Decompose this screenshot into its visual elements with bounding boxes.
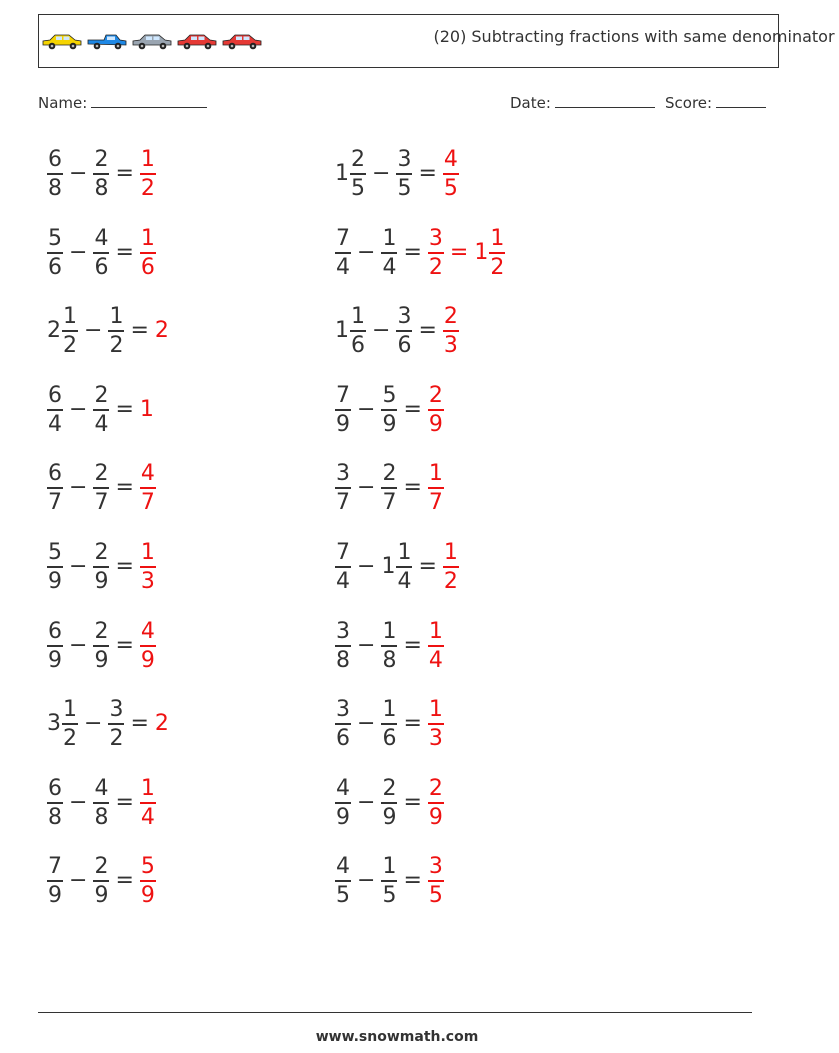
minus-sign: − — [357, 868, 376, 893]
minuend-numerator: 6 — [48, 619, 62, 644]
minuend-fraction — [335, 225, 351, 281]
subtrahend-fraction — [108, 696, 124, 752]
minuend-numerator: 1 — [63, 697, 77, 722]
subtrahend-fraction — [93, 146, 109, 202]
equals-sign: = — [418, 554, 437, 579]
equals-sign: = — [403, 790, 422, 815]
minuend-denominator: 4 — [48, 412, 62, 437]
footer-divider — [38, 1012, 752, 1013]
minuend-numerator: 4 — [336, 776, 350, 801]
minuend-denominator: 4 — [336, 569, 350, 594]
answer-numerator: 4 — [140, 461, 155, 486]
answer-denominator: 9 — [140, 883, 155, 908]
subtrahend-fraction — [93, 539, 109, 595]
equals-sign: = — [403, 240, 422, 265]
minuend-numerator: 3 — [336, 697, 350, 722]
answer — [428, 225, 444, 281]
answer-numerator: 1 — [428, 461, 443, 486]
minus-sign: − — [69, 633, 88, 658]
answer-fraction — [428, 460, 444, 516]
minuend-fraction — [350, 303, 366, 359]
minus-sign: − — [357, 633, 376, 658]
minus-sign: − — [357, 790, 376, 815]
minus-sign: − — [357, 711, 376, 736]
equals-sign: = — [115, 240, 134, 265]
answer-fraction — [428, 618, 444, 674]
minuend-whole: 1 — [335, 161, 349, 186]
date-field — [510, 93, 655, 112]
answer-denominator: 2 — [428, 255, 443, 280]
answer-numerator: 1 — [428, 697, 443, 722]
problem-15 — [47, 691, 170, 757]
answer — [428, 853, 444, 909]
problem-10 — [335, 455, 444, 521]
car-icons — [41, 31, 263, 53]
minus-sign: − — [69, 397, 88, 422]
minuend-numerator: 6 — [48, 383, 62, 408]
date-label: Date: — [510, 94, 551, 112]
answer — [443, 303, 459, 359]
subtrahend-denominator: 9 — [94, 883, 109, 908]
answer — [140, 225, 156, 281]
answer-numerator: 1 — [428, 619, 443, 644]
equals-sign: = — [403, 711, 422, 736]
minuend-fraction — [47, 146, 63, 202]
minuend-numerator: 6 — [48, 147, 62, 172]
answer-denominator: 4 — [428, 648, 443, 673]
minuend-numerator: 1 — [63, 304, 77, 329]
answer-denominator: 3 — [428, 726, 443, 751]
equals-sign: = — [115, 868, 134, 893]
answer-denominator: 7 — [428, 490, 443, 515]
subtrahend-denominator: 4 — [397, 569, 412, 594]
answer-denominator: 2 — [443, 569, 458, 594]
minuend-fraction — [335, 618, 351, 674]
minuend-numerator: 6 — [48, 776, 62, 801]
subtrahend-fraction — [93, 460, 109, 516]
answer-denominator: 2 — [140, 176, 155, 201]
score-blank[interactable] — [716, 93, 766, 108]
minuend-denominator: 7 — [336, 490, 350, 515]
subtrahend-denominator: 5 — [397, 176, 412, 201]
answer-denominator: 5 — [443, 176, 458, 201]
answer-fraction — [443, 303, 459, 359]
equals-sign: = — [115, 554, 134, 579]
minuend-numerator: 7 — [336, 540, 350, 565]
minuend-numerator: 3 — [336, 461, 350, 486]
subtrahend-numerator: 1 — [109, 304, 124, 329]
equals-sign: = — [115, 161, 134, 186]
answer — [428, 775, 444, 831]
answer-denominator: 5 — [428, 883, 443, 908]
equals-sign: = — [115, 397, 134, 422]
answer-numerator: 2 — [443, 304, 458, 329]
minuend-fraction — [62, 696, 78, 752]
answer — [474, 225, 505, 281]
minuend-whole: 2 — [47, 318, 61, 343]
subtrahend-numerator: 2 — [94, 854, 109, 879]
minuend-fraction — [47, 618, 63, 674]
red-car-icon — [176, 31, 218, 53]
subtrahend-numerator: 4 — [94, 226, 109, 251]
minuend-numerator: 5 — [48, 540, 62, 565]
answer-fraction — [428, 853, 444, 909]
equals-sign: = — [403, 868, 422, 893]
subtrahend-denominator: 2 — [109, 726, 124, 751]
answer-whole: 1 — [474, 240, 489, 265]
subtrahend-fraction — [381, 382, 397, 438]
answer-numerator: 2 — [428, 383, 443, 408]
minuend-whole: 3 — [47, 711, 61, 736]
answer — [155, 320, 170, 342]
answer-fraction — [140, 539, 156, 595]
minuend-denominator: 4 — [336, 255, 350, 280]
answer-numerator: 4 — [140, 619, 155, 644]
minuend-numerator: 7 — [336, 383, 350, 408]
subtrahend-fraction — [93, 618, 109, 674]
equals-sign: = — [418, 161, 437, 186]
answer — [140, 618, 156, 674]
subtrahend-denominator: 4 — [382, 255, 397, 280]
answer-numerator: 2 — [428, 776, 443, 801]
answer — [155, 713, 170, 735]
subtrahend-numerator: 3 — [397, 304, 412, 329]
subtrahend-numerator: 1 — [382, 854, 397, 879]
minus-sign: − — [84, 711, 103, 736]
subtrahend-denominator: 5 — [382, 883, 397, 908]
minuend-denominator: 6 — [336, 726, 350, 751]
minus-sign: − — [357, 397, 376, 422]
problem-1 — [47, 141, 156, 207]
answer-fraction — [140, 775, 156, 831]
answer — [443, 146, 459, 202]
answer-numerator: 1 — [140, 226, 155, 251]
subtrahend-denominator: 8 — [94, 176, 109, 201]
answer-fraction — [140, 853, 156, 909]
minuend-denominator: 9 — [336, 412, 350, 437]
minus-sign: − — [69, 475, 88, 500]
subtrahend-fraction — [381, 853, 397, 909]
answer-fraction — [443, 146, 459, 202]
header-box — [38, 14, 835, 68]
subtrahend-denominator: 7 — [382, 490, 397, 515]
subtrahend-numerator: 2 — [94, 383, 109, 408]
yellow-car-icon — [41, 31, 83, 53]
minuend-fraction — [335, 696, 351, 752]
equals-sign: = — [403, 397, 422, 422]
answer-denominator: 3 — [443, 333, 458, 358]
silver-car-icon — [131, 31, 173, 53]
minuend-denominator: 6 — [48, 255, 62, 280]
minus-sign: − — [69, 868, 88, 893]
minuend-denominator: 5 — [336, 883, 350, 908]
problem-11 — [47, 534, 156, 600]
problem-6 — [335, 298, 459, 364]
answer-fraction — [489, 225, 505, 281]
subtrahend-fraction — [93, 775, 109, 831]
minuend-denominator: 5 — [351, 176, 365, 201]
subtrahend-fraction — [93, 382, 109, 438]
subtrahend-fraction — [396, 303, 412, 359]
problem-7 — [47, 377, 155, 443]
score-field — [665, 93, 766, 112]
answer — [428, 696, 444, 752]
subtrahend-fraction — [381, 696, 397, 752]
minuend-numerator: 5 — [48, 226, 62, 251]
answer — [140, 460, 156, 516]
date-blank[interactable] — [555, 93, 655, 108]
answer — [428, 460, 444, 516]
worksheet-title: (20) Subtracting fractions with same denominator — [433, 27, 835, 46]
subtrahend-numerator: 1 — [382, 619, 397, 644]
minus-sign: − — [372, 318, 391, 343]
minuend-denominator: 7 — [48, 490, 62, 515]
subtrahend-denominator: 6 — [94, 255, 109, 280]
subtrahend-numerator: 3 — [109, 697, 124, 722]
name-field — [38, 93, 207, 112]
minuend-numerator: 7 — [48, 854, 62, 879]
answer-whole: 2 — [154, 318, 169, 343]
minuend-fraction — [350, 146, 366, 202]
answer-numerator: 1 — [443, 540, 458, 565]
equals-sign: = — [403, 633, 422, 658]
subtrahend-denominator: 9 — [382, 805, 397, 830]
answer — [428, 618, 444, 674]
answer-numerator: 3 — [428, 854, 443, 879]
answer-denominator: 4 — [140, 805, 155, 830]
subtrahend-fraction — [381, 775, 397, 831]
answer-denominator: 3 — [140, 569, 155, 594]
subtrahend-numerator: 2 — [94, 461, 109, 486]
answer-denominator: 2 — [490, 255, 505, 280]
answer-fraction — [140, 225, 156, 281]
problem-18 — [335, 770, 444, 836]
subtrahend-numerator: 2 — [382, 461, 397, 486]
problem-8 — [335, 377, 444, 443]
subtrahend-whole: 1 — [381, 554, 396, 579]
equals-sign: = — [115, 475, 134, 500]
answer-fraction — [140, 146, 156, 202]
equals-sign: = — [418, 318, 437, 343]
problem-2 — [335, 141, 459, 207]
problem-14 — [335, 613, 444, 679]
minus-sign: − — [357, 240, 376, 265]
subtrahend-fraction — [93, 225, 109, 281]
answer-numerator: 1 — [490, 226, 505, 251]
answer — [140, 775, 156, 831]
equals-sign: = — [130, 318, 149, 343]
minuend-denominator: 9 — [336, 805, 350, 830]
minuend-fraction — [335, 853, 351, 909]
subtrahend-denominator: 9 — [382, 412, 397, 437]
subtrahend-denominator: 6 — [397, 333, 412, 358]
problem-9 — [47, 455, 156, 521]
subtrahend-fraction — [93, 853, 109, 909]
answer-whole: 1 — [139, 397, 154, 422]
answer-numerator: 3 — [428, 226, 443, 251]
minuend-fraction — [47, 382, 63, 438]
answer-numerator: 1 — [140, 776, 155, 801]
answer-fraction — [428, 775, 444, 831]
minuend-denominator: 8 — [336, 648, 350, 673]
subtrahend-numerator: 2 — [94, 619, 109, 644]
subtrahend-numerator: 1 — [382, 697, 397, 722]
minuend-whole: 1 — [335, 318, 349, 343]
minuend-fraction — [62, 303, 78, 359]
subtrahend-denominator: 4 — [94, 412, 109, 437]
problem-17 — [47, 770, 156, 836]
subtrahend-numerator: 2 — [94, 147, 109, 172]
minuend-numerator: 7 — [336, 226, 350, 251]
problem-16 — [335, 691, 444, 757]
answer-fraction — [428, 382, 444, 438]
minus-sign: − — [69, 161, 88, 186]
minuend-denominator: 9 — [48, 883, 62, 908]
subtrahend-numerator: 2 — [94, 540, 109, 565]
answer-denominator: 7 — [140, 490, 155, 515]
answer-fraction — [140, 460, 156, 516]
problem-19 — [47, 848, 156, 914]
answer-fraction — [428, 225, 444, 281]
subtrahend-fraction — [396, 539, 412, 595]
equals-sign: = — [449, 240, 469, 265]
minuend-denominator: 8 — [48, 805, 62, 830]
minuend-numerator: 2 — [351, 147, 365, 172]
equals-sign: = — [115, 790, 134, 815]
minuend-fraction — [47, 775, 63, 831]
answer-whole: 2 — [154, 711, 169, 736]
answer-fraction — [140, 618, 156, 674]
problem-3 — [47, 220, 156, 286]
minuend-numerator: 3 — [336, 619, 350, 644]
answer — [140, 539, 156, 595]
minuend-fraction — [335, 539, 351, 595]
subtrahend-numerator: 4 — [94, 776, 109, 801]
minuend-fraction — [335, 382, 351, 438]
minus-sign: − — [69, 790, 88, 815]
minuend-fraction — [47, 225, 63, 281]
equals-sign: = — [130, 711, 149, 736]
subtrahend-denominator: 6 — [382, 726, 397, 751]
answer — [443, 539, 459, 595]
minus-sign: − — [84, 318, 103, 343]
subtrahend-numerator: 5 — [382, 383, 397, 408]
minus-sign: − — [69, 554, 88, 579]
footer-url: www.snowmath.com — [315, 1029, 479, 1045]
problem-5 — [47, 298, 170, 364]
red-car-icon — [221, 31, 263, 53]
problem-20 — [335, 848, 444, 914]
answer-denominator: 9 — [428, 805, 443, 830]
subtrahend-denominator: 8 — [382, 648, 397, 673]
minuend-fraction — [47, 539, 63, 595]
answer — [428, 382, 444, 438]
name-label: Name: — [38, 94, 88, 112]
minuend-numerator: 4 — [336, 854, 350, 879]
minuend-fraction — [47, 853, 63, 909]
subtrahend-denominator: 2 — [109, 333, 124, 358]
minuend-fraction — [47, 460, 63, 516]
subtrahend-fraction — [396, 146, 412, 202]
answer-denominator: 9 — [140, 648, 155, 673]
subtrahend-denominator: 8 — [94, 805, 109, 830]
subtrahend-denominator: 7 — [94, 490, 109, 515]
equals-sign: = — [403, 475, 422, 500]
blue-pickup-icon — [86, 31, 128, 53]
subtrahend-fraction — [381, 225, 397, 281]
minuend-denominator: 6 — [351, 333, 365, 358]
subtrahend-numerator: 1 — [397, 540, 412, 565]
subtrahend-fraction — [108, 303, 124, 359]
answer-fraction — [443, 539, 459, 595]
problem-12 — [335, 534, 459, 600]
answer-numerator: 4 — [443, 147, 458, 172]
answer — [140, 146, 156, 202]
subtrahend-denominator: 9 — [94, 648, 109, 673]
minuend-denominator: 8 — [48, 176, 62, 201]
subtrahend-numerator: 1 — [382, 226, 397, 251]
score-label: Score: — [665, 94, 713, 112]
answer-denominator: 9 — [428, 412, 443, 437]
minuend-denominator: 9 — [48, 648, 62, 673]
minuend-numerator: 6 — [48, 461, 62, 486]
answer-denominator: 6 — [140, 255, 155, 280]
answer-fraction — [428, 696, 444, 752]
minuend-denominator: 2 — [63, 333, 77, 358]
minus-sign: − — [357, 475, 376, 500]
subtrahend-fraction — [381, 460, 397, 516]
minuend-fraction — [335, 775, 351, 831]
minuend-denominator: 9 — [48, 569, 62, 594]
problem-13 — [47, 613, 156, 679]
answer-numerator: 1 — [140, 147, 155, 172]
subtrahend-numerator: 2 — [382, 776, 397, 801]
minus-sign: − — [357, 554, 376, 579]
answer — [140, 399, 155, 421]
subtrahend-fraction — [381, 618, 397, 674]
equals-sign: = — [115, 633, 134, 658]
minuend-fraction — [335, 460, 351, 516]
subtrahend-denominator: 9 — [94, 569, 109, 594]
minuend-denominator: 2 — [63, 726, 77, 751]
minus-sign: − — [372, 161, 391, 186]
problem-4 — [335, 220, 505, 286]
minus-sign: − — [69, 240, 88, 265]
answer-numerator: 1 — [140, 540, 155, 565]
answer — [140, 853, 156, 909]
name-blank[interactable] — [91, 93, 207, 108]
answer-numerator: 5 — [140, 854, 155, 879]
subtrahend-numerator: 3 — [397, 147, 412, 172]
minuend-numerator: 1 — [351, 304, 365, 329]
